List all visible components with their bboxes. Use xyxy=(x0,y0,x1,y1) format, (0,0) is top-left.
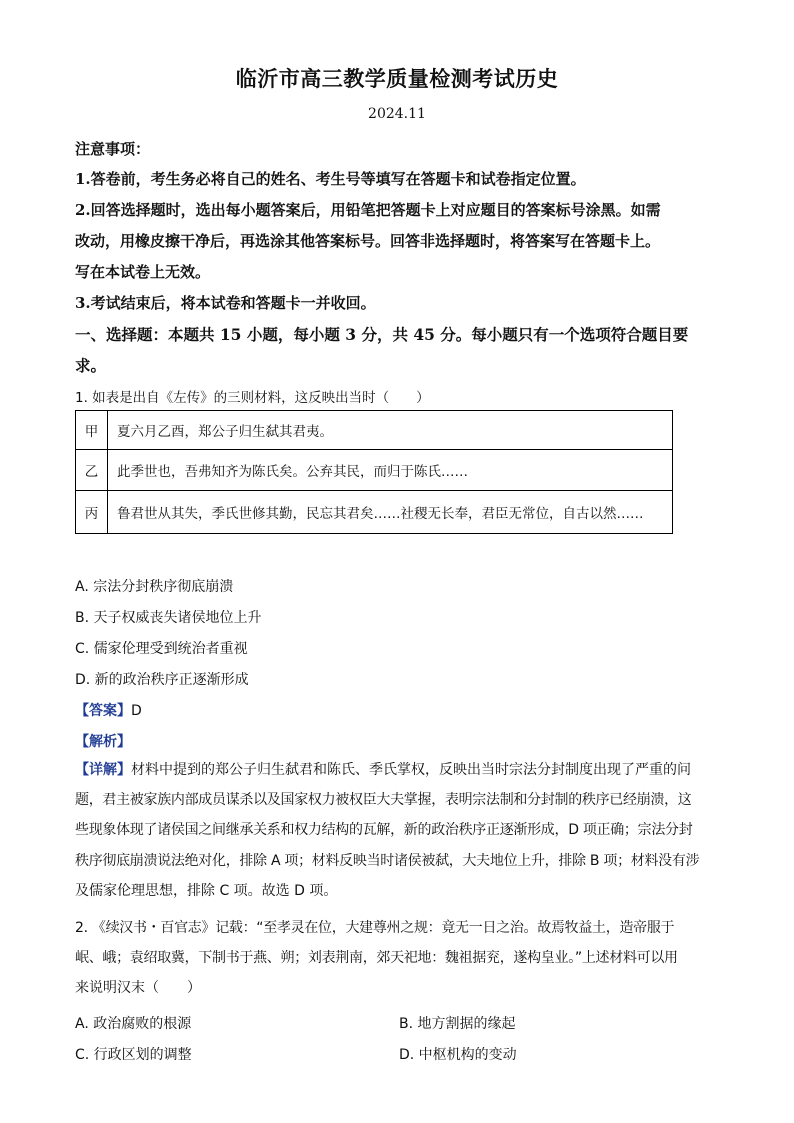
table-row xyxy=(76,491,673,534)
exam-date: 2024.11 xyxy=(368,106,426,122)
notice-item-3: 3.考试结束后，将本试卷和答题卡一并收回。 xyxy=(75,294,376,312)
material-table xyxy=(75,410,673,534)
answer-value: D xyxy=(131,703,142,719)
question-2-option-a: A. 政治腐败的根源 xyxy=(75,1016,192,1032)
question-2-stem-line-2: 岷、峨；袁绍取冀，下制书于燕、朔；刘表荆南，郊天祀地：魏祖据兖，遂构皇业。”上述材料可以用 xyxy=(75,950,678,967)
table-row-key: 乙 xyxy=(76,450,108,491)
question-1-option-b: B. 天子权威丧失诸侯地位上升 xyxy=(75,610,262,626)
question-1-option-d: D. 新的政治秩序正逐渐形成 xyxy=(75,672,249,688)
question-2-option-c: C. 行政区划的调整 xyxy=(75,1047,192,1063)
detail-text-1: 材料中提到的郑公子归生弑君和陈氏、季氏掌权，反映出当时宗法分封制度出现了严重的问 xyxy=(131,762,691,778)
notice-item-2-line-3: 写在本试卷上无效。 xyxy=(75,263,211,281)
table-row-text: 夏六月乙酉，郑公子归生弑其君夷。 xyxy=(108,411,673,450)
notice-heading: 注意事项： xyxy=(75,140,151,158)
analysis-label: 【解析】 xyxy=(75,734,131,750)
analysis-line xyxy=(75,731,131,751)
question-1-option-a: A. 宗法分封秩序彻底崩溃 xyxy=(75,579,234,595)
table-row-text: 鲁君世从其失，季氏世修其勤，民忘其君矣……社稷无长奉，君臣无常位，自古以然…… xyxy=(108,491,673,534)
detail-line-1 xyxy=(75,755,715,785)
question-1-option-c: C. 儒家伦理受到统治者重视 xyxy=(75,641,248,657)
answer-label: 【答案】 xyxy=(75,703,131,719)
detail-line-3: 些现象体现了诸侯国之间继承关系和权力结构的瓦解，新的政治秩序正逐渐形成，D 项正确；宗法分封 xyxy=(75,822,693,839)
question-1-stem: 1. 如表是出自《左传》的三则材料，这反映出当时（ ） xyxy=(75,390,430,406)
question-2-stem-line-1: 2. 《续汉书・百官志》记载：“至孝灵在位，大建尊州之规：竟无一日之治。故焉牧益土，造帝服于 xyxy=(75,920,675,936)
question-2-stem xyxy=(75,913,715,1004)
question-2-option-d: D. 中枢机构的变动 xyxy=(399,1047,517,1063)
section-heading-line-1: 一、选择题：本题共 15 小题，每小题 3 分，共 45 分。每小题只有一个选项符合题目要 xyxy=(75,325,689,344)
notice-item-2-line-1: 2.回答选择题时，选出每小题答案后，用铅笔把答题卡上对应题目的答案标号涂黑。如需 xyxy=(75,201,661,219)
table-row-text: 此季世也，吾弗知齐为陈氏矣。公弃其民，而归于陈氏…… xyxy=(108,450,673,491)
detail-line-2: 题，君主被家族内部成员谋杀以及国家权力被权臣大夫掌握，表明宗法制和分封制的秩序已经崩溃，这 xyxy=(75,792,692,809)
answer-line xyxy=(75,700,142,720)
notice-item-2-line-2: 改动，用橡皮擦干净后，再选涂其他答案标号。回答非选择题时，将答案写在答题卡上。 xyxy=(75,232,661,250)
table-row-key: 甲 xyxy=(76,411,108,450)
table-row xyxy=(76,411,673,450)
notice-item-1: 1.答卷前，考生务必将自己的姓名、考生号等填写在答题卡和试卷指定位置。 xyxy=(75,170,586,188)
detail-line-4: 秩序彻底崩溃说法绝对化，排除 A 项；材料反映当时诸侯被弑，大夫地位上升，排除 B 项；材料没有涉 xyxy=(75,852,700,869)
detail-paragraph xyxy=(75,755,715,906)
question-2-option-b: B. 地方割据的缘起 xyxy=(399,1016,516,1032)
page-title: 临沂市高三教学质量检测考试历史 xyxy=(235,66,559,91)
section-heading-line-2: 求。 xyxy=(75,356,107,375)
question-2-stem-line-3: 来说明汉末（ ） xyxy=(75,980,201,997)
table-row-key: 丙 xyxy=(76,491,108,534)
table-row xyxy=(76,450,673,491)
detail-line-5: 及儒家伦理思想，排除 C 项。故选 D 项。 xyxy=(75,882,338,899)
detail-label: 【详解】 xyxy=(75,762,131,778)
